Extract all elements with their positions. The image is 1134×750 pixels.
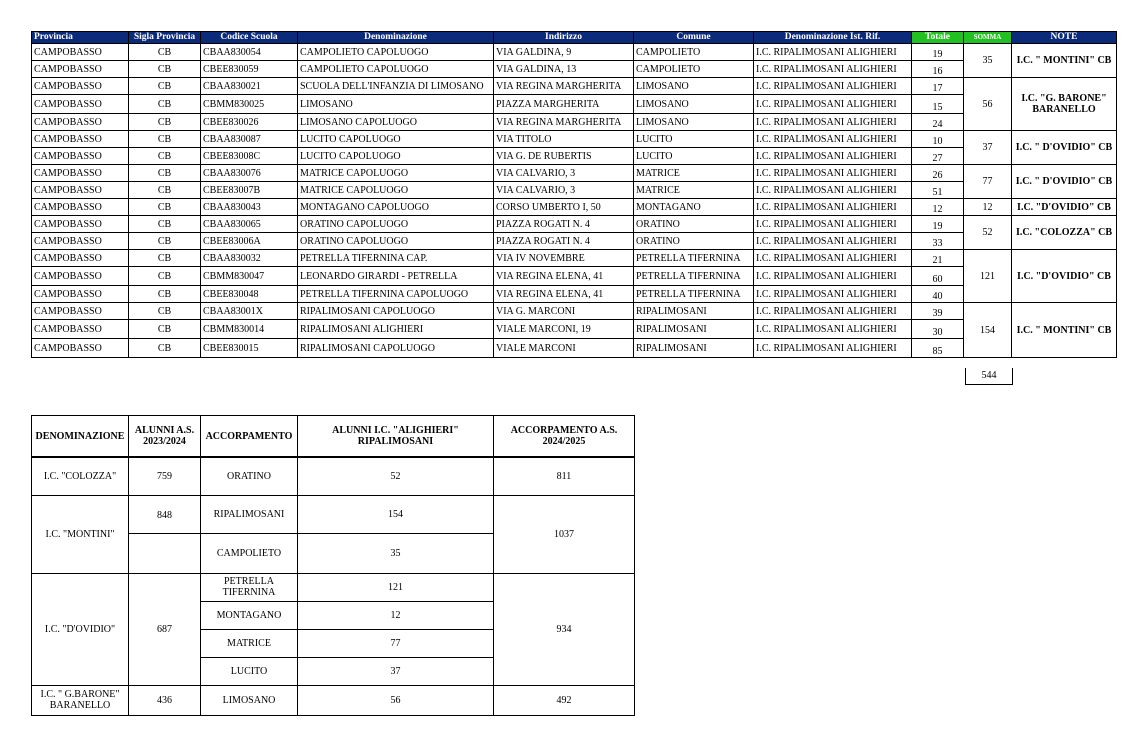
table-row [32,114,1117,131]
cell: MATRICE CAPOLUOGO [298,182,494,199]
cell: CAMPOBASSO [32,78,129,95]
cell: CAMPOBASSO [32,131,129,148]
cell: CAMPOBASSO [32,148,129,165]
table-row [32,78,1117,95]
cell: CBAA830087 [201,131,298,148]
table-row [32,182,1117,199]
cell: 492 [494,685,635,715]
cell: 27 [912,148,964,165]
table-row [32,495,635,533]
cell: CB [129,339,201,358]
cell: CAMPOLIETO [634,44,754,61]
table-row [32,457,635,495]
cell: 85 [912,339,964,358]
cell: CAMPOBASSO [32,216,129,233]
cell: LIMOSANO [201,685,298,715]
cell: CBEE830026 [201,114,298,131]
table-row [32,320,1117,339]
cell: PETRELLA TIFERNINA [634,250,754,267]
cell: CB [129,148,201,165]
cell: CBEE830048 [201,286,298,303]
cell: ORATINO [634,216,754,233]
cell: I.C. RIPALIMOSANI ALIGHIERI [754,320,912,339]
note-cell: I.C. "G. BARONE" BARANELLO [1012,78,1117,131]
cell: CB [129,286,201,303]
cell: I.C. RIPALIMOSANI ALIGHIERI [754,339,912,358]
cell: 24 [912,114,964,131]
cell: PETRELLA TIFERNINA [634,267,754,286]
cell: CAMPOLIETO CAPOLUOGO [298,61,494,78]
cell: 12 [912,199,964,216]
cell: VIA REGINA ELENA, 41 [494,267,634,286]
cell: CB [129,303,201,320]
cell: I.C. RIPALIMOSANI ALIGHIERI [754,182,912,199]
cell: LUCITO [634,148,754,165]
somma-cell: 37 [964,131,1012,165]
cell: I.C. RIPALIMOSANI ALIGHIERI [754,165,912,182]
table-row [32,199,1117,216]
cell: CAMPOBASSO [32,267,129,286]
col-header-somma: SOMMA [964,32,1012,44]
note-cell: I.C. " D'OVIDIO" CB [1012,131,1117,165]
table-row [32,267,1117,286]
col-header: Sigla Provincia [129,32,201,44]
cell: 33 [912,233,964,250]
cell: CBMM830047 [201,267,298,286]
table-row [32,339,1117,358]
cell: LUCITO [201,657,298,685]
cell: 759 [129,457,201,495]
cell: VIA CALVARIO, 3 [494,182,634,199]
cell: CBMM830014 [201,320,298,339]
cell: VIA REGINA ELENA, 41 [494,286,634,303]
cell: CB [129,131,201,148]
table-row [32,573,635,601]
cell: I.C. "MONTINI" [32,495,129,573]
cell: 35 [298,533,494,573]
cell: LIMOSANO [298,95,494,114]
note-cell: I.C. "COLOZZA" CB [1012,216,1117,250]
col-header: Denominazione [298,32,494,44]
cell: CBAA83001X [201,303,298,320]
cell: RIPALIMOSANI CAPOLUOGO [298,339,494,358]
cell: ORATINO [634,233,754,250]
cell: CAMPOBASSO [32,339,129,358]
cell [129,533,201,573]
cell: RIPALIMOSANI CAPOLUOGO [298,303,494,320]
cell: CB [129,61,201,78]
cell: I.C. " G.BARONE" BARANELLO [32,685,129,715]
cell: MATRICE [634,165,754,182]
note-cell: I.C. "D'OVIDIO" CB [1012,250,1117,303]
cell: CBEE830059 [201,61,298,78]
total-somma: 544 [965,368,1013,385]
cell: 37 [298,657,494,685]
cell: CAMPOBASSO [32,44,129,61]
cell: CB [129,250,201,267]
cell: 848 [129,495,201,533]
cell: CAMPOBASSO [32,286,129,303]
cell: MATRICE CAPOLUOGO [298,165,494,182]
cell: 687 [129,573,201,685]
cell: 17 [912,78,964,95]
cell: CBEE83008C [201,148,298,165]
table-header-row [32,32,1117,44]
somma-cell: 12 [964,199,1012,216]
table-row [32,131,1117,148]
cell: CB [129,233,201,250]
cell: CAMPOBASSO [32,114,129,131]
cell: RIPALIMOSANI [634,339,754,358]
cell: VIA REGINA MARGHERITA [494,78,634,95]
cell: CAMPOBASSO [32,303,129,320]
cell: ORATINO [201,457,298,495]
cell: CAMPOBASSO [32,182,129,199]
col-header: Denominazione Ist. Rif. [754,32,912,44]
cell: I.C. RIPALIMOSANI ALIGHIERI [754,148,912,165]
cell: 52 [298,457,494,495]
cell: LIMOSANO [634,95,754,114]
cell: CAMPOBASSO [32,233,129,250]
cell: 12 [298,601,494,629]
cell: VIA CALVARIO, 3 [494,165,634,182]
cell: LIMOSANO [634,114,754,131]
cell: VIA TITOLO [494,131,634,148]
cell: RIPALIMOSANI [634,303,754,320]
cell: I.C. RIPALIMOSANI ALIGHIERI [754,303,912,320]
table-row [32,61,1117,78]
cell: CBEE83007B [201,182,298,199]
cell: LUCITO CAPOLUOGO [298,148,494,165]
cell: MONTAGANO [201,601,298,629]
cell: CAMPOLIETO [201,533,298,573]
cell: PETRELLA TIFERNINA CAP. [298,250,494,267]
table-row [32,286,1117,303]
cell: 26 [912,165,964,182]
cell: CAMPOBASSO [32,165,129,182]
cell: CBAA830021 [201,78,298,95]
cell: VIA GALDINA, 9 [494,44,634,61]
cell: LIMOSANO [634,78,754,95]
cell: CBMM830025 [201,95,298,114]
cell: 39 [912,303,964,320]
cell: CBAA830065 [201,216,298,233]
table-row [32,233,1117,250]
somma-cell: 154 [964,303,1012,358]
cell: I.C. RIPALIMOSANI ALIGHIERI [754,286,912,303]
table-row [32,95,1117,114]
cell: CB [129,182,201,199]
schools-table [31,31,1117,358]
cell: 60 [912,267,964,286]
cell: 10 [912,131,964,148]
cell: MATRICE [634,182,754,199]
cell: I.C. RIPALIMOSANI ALIGHIERI [754,250,912,267]
cell: ORATINO CAPOLUOGO [298,216,494,233]
cell: LUCITO [634,131,754,148]
cell: VIA REGINA MARGHERITA [494,114,634,131]
cell: CB [129,114,201,131]
col-header: Provincia [32,32,129,44]
cell: I.C. RIPALIMOSANI ALIGHIERI [754,114,912,131]
cell: CAMPOBASSO [32,61,129,78]
table-row [32,303,1117,320]
cell: 19 [912,44,964,61]
cell: CB [129,78,201,95]
cell: PIAZZA MARGHERITA [494,95,634,114]
table-header-row [32,416,635,458]
table-row [32,685,635,715]
accorpamento-table [31,415,635,716]
cell: 40 [912,286,964,303]
cell: PIAZZA ROGATI N. 4 [494,233,634,250]
cell: I.C. RIPALIMOSANI ALIGHIERI [754,61,912,78]
note-cell: I.C. "D'OVIDIO" CB [1012,199,1117,216]
cell: I.C. "D'OVIDIO" [32,573,129,685]
cell: I.C. RIPALIMOSANI ALIGHIERI [754,216,912,233]
col-header: ALUNNI A.S. 2023/2024 [129,416,201,458]
col-header: ACCORPAMENTO [201,416,298,458]
cell: LIMOSANO CAPOLUOGO [298,114,494,131]
cell: MONTAGANO CAPOLUOGO [298,199,494,216]
cell: MATRICE [201,629,298,657]
cell: CORSO UMBERTO I, 50 [494,199,634,216]
cell: VIA G. DE RUBERTIS [494,148,634,165]
cell: CBAA830076 [201,165,298,182]
cell: CBAA830043 [201,199,298,216]
cell: LUCITO CAPOLUOGO [298,131,494,148]
note-cell: I.C. " MONTINI" CB [1012,44,1117,78]
cell: 934 [494,573,635,685]
cell: 51 [912,182,964,199]
cell: CBAA830032 [201,250,298,267]
cell: 77 [298,629,494,657]
cell: 811 [494,457,635,495]
cell: I.C. "COLOZZA" [32,457,129,495]
cell: I.C. RIPALIMOSANI ALIGHIERI [754,131,912,148]
cell: VIALE MARCONI, 19 [494,320,634,339]
cell: CAMPOLIETO CAPOLUOGO [298,44,494,61]
somma-cell: 56 [964,78,1012,131]
cell: MONTAGANO [634,199,754,216]
col-header-note: NOTE [1012,32,1117,44]
cell: 21 [912,250,964,267]
cell: CB [129,44,201,61]
cell: CAMPOBASSO [32,199,129,216]
somma-cell: 52 [964,216,1012,250]
somma-cell: 35 [964,44,1012,78]
cell: I.C. RIPALIMOSANI ALIGHIERI [754,233,912,250]
cell: RIPALIMOSANI ALIGHIERI [298,320,494,339]
cell: CBEE830015 [201,339,298,358]
cell: VIA GALDINA, 13 [494,61,634,78]
table-row [32,216,1117,233]
cell: I.C. RIPALIMOSANI ALIGHIERI [754,78,912,95]
cell: I.C. RIPALIMOSANI ALIGHIERI [754,267,912,286]
cell: RIPALIMOSANI [201,495,298,533]
cell: CAMPOLIETO [634,61,754,78]
table-row [32,250,1117,267]
cell: 436 [129,685,201,715]
cell: CB [129,216,201,233]
cell: 1037 [494,495,635,573]
cell: ORATINO CAPOLUOGO [298,233,494,250]
cell: CBEE83006A [201,233,298,250]
cell: LEONARDO GIRARDI - PETRELLA [298,267,494,286]
col-header: Comune [634,32,754,44]
cell: VIA G. MARCONI [494,303,634,320]
table-row [32,44,1117,61]
cell: 121 [298,573,494,601]
col-header: Indirizzo [494,32,634,44]
table-row [32,165,1117,182]
note-cell: I.C. " D'OVIDIO" CB [1012,165,1117,199]
cell: 30 [912,320,964,339]
cell: 56 [298,685,494,715]
col-header: ALUNNI I.C. "ALIGHIERI" RIPALIMOSANI [298,416,494,458]
cell: CBAA830054 [201,44,298,61]
cell: 16 [912,61,964,78]
cell: CB [129,320,201,339]
somma-cell: 77 [964,165,1012,199]
cell: I.C. RIPALIMOSANI ALIGHIERI [754,44,912,61]
cell: I.C. RIPALIMOSANI ALIGHIERI [754,199,912,216]
cell: SCUOLA DELL'INFANZIA DI LIMOSANO [298,78,494,95]
cell: 15 [912,95,964,114]
cell: CAMPOBASSO [32,95,129,114]
col-header: Codice Scuola [201,32,298,44]
table-row [32,148,1117,165]
cell: VIALE MARCONI [494,339,634,358]
cell: PETRELLA TIFERNINA [201,573,298,601]
cell: CB [129,165,201,182]
cell: CB [129,199,201,216]
col-header-totale: Totale [912,32,964,44]
cell: CAMPOBASSO [32,320,129,339]
somma-cell: 121 [964,250,1012,303]
cell: CAMPOBASSO [32,250,129,267]
col-header: DENOMINAZIONE [32,416,129,458]
cell: 19 [912,216,964,233]
cell: VIA IV NOVEMBRE [494,250,634,267]
cell: PETRELLA TIFERNINA [634,286,754,303]
cell: RIPALIMOSANI [634,320,754,339]
col-header: ACCORPAMENTO A.S. 2024/2025 [494,416,635,458]
cell: 154 [298,495,494,533]
cell: CB [129,267,201,286]
cell: PETRELLA TIFERNINA CAPOLUOGO [298,286,494,303]
cell: I.C. RIPALIMOSANI ALIGHIERI [754,95,912,114]
cell: PIAZZA ROGATI N. 4 [494,216,634,233]
note-cell: I.C. " MONTINI" CB [1012,303,1117,358]
cell: CB [129,95,201,114]
